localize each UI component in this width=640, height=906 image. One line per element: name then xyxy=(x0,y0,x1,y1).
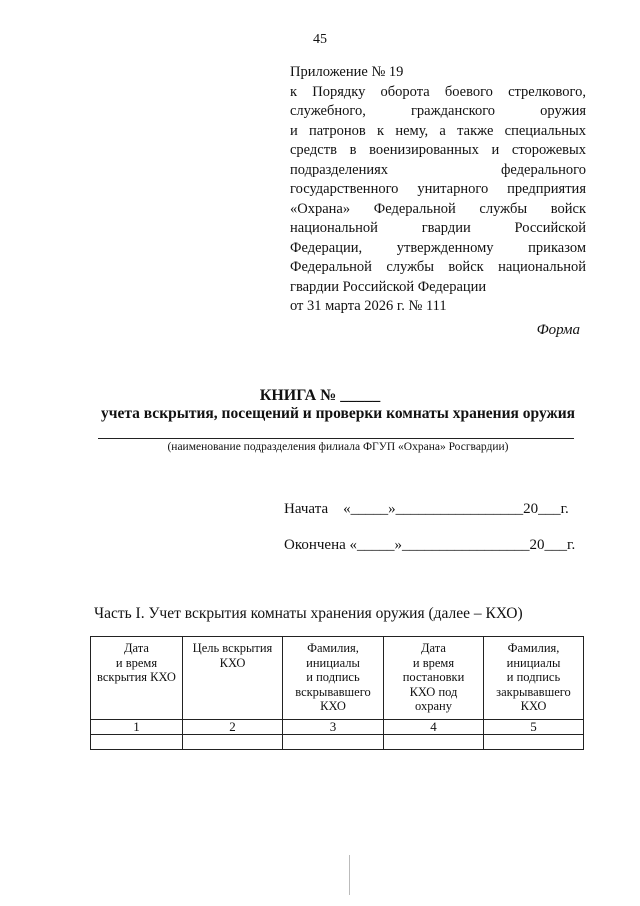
column-number-row xyxy=(91,720,584,735)
table-header-row xyxy=(91,637,584,720)
appendix-line: средств в военизированных и сторожевых xyxy=(290,142,586,158)
subdivision-name-caption: (наименование подразделения филиала ФГУП «Охрана» Росгвардии) xyxy=(167,441,509,453)
page-number: 45 xyxy=(313,32,327,47)
table-cell[interactable] xyxy=(384,735,484,750)
appendix-line: служебного, гражданского оружия xyxy=(290,103,586,119)
column-number: 2 xyxy=(183,720,283,735)
header-line: закрывавшего xyxy=(496,684,571,699)
appendix-line: государственного унитарного предприятия xyxy=(290,181,586,197)
ended-date-field[interactable]: Окончена «_____»_________________20___г. xyxy=(284,537,576,553)
header-line: и подпись xyxy=(506,670,561,684)
appendix-line: к Порядку оборота боевого стрелкового, xyxy=(290,83,586,100)
column-header-guard-datetime xyxy=(384,637,484,720)
header-line: охрану xyxy=(415,699,452,713)
table-cell[interactable] xyxy=(283,735,384,750)
appendix-line: национальной гвардии Российской xyxy=(290,220,586,236)
header-line: КХО xyxy=(219,655,246,670)
column-header-opening-purpose xyxy=(183,637,283,720)
appendix-line: Приложение № 19 xyxy=(290,64,404,80)
started-date-field[interactable]: Начата «_____»_________________20___г. xyxy=(284,501,569,517)
header-line: и время xyxy=(115,655,158,670)
column-header-closer-signature xyxy=(484,637,584,720)
appendix-line: Федерации, утвержденному приказом xyxy=(290,239,586,256)
form-label: Форма xyxy=(536,322,580,338)
table-row[interactable] xyxy=(91,735,584,750)
appendix-line: гвардии Российской Федерации xyxy=(290,278,487,295)
header-line: и время xyxy=(412,655,455,670)
column-number: 1 xyxy=(91,720,183,735)
table-cell[interactable] xyxy=(91,735,183,750)
column-number: 3 xyxy=(283,720,384,735)
book-subtitle: учета вскрытия, посещений и проверки комнаты хранения оружия xyxy=(100,405,576,422)
book-title: КНИГА № _____ xyxy=(259,387,381,404)
table-cell[interactable] xyxy=(484,735,584,750)
appendix-line: от 31 марта 2026 г. № 111 xyxy=(290,298,447,314)
header-line: постановки xyxy=(402,670,465,684)
table-cell[interactable] xyxy=(183,735,283,750)
appendix-line: Федеральной службы войск национальной xyxy=(290,259,586,275)
appendix-line: «Охрана» Федеральной службы войск xyxy=(290,200,586,217)
header-line: и подпись xyxy=(306,670,360,684)
column-header-opener-signature xyxy=(283,637,384,720)
header-line: Дата xyxy=(421,641,446,655)
column-number: 5 xyxy=(484,720,584,735)
header-line: вскрывавшего xyxy=(295,684,371,699)
header-line: инициалы xyxy=(506,655,561,670)
part1-title: Часть I. Учет вскрытия комнаты хранения оружия (далее – КХО) xyxy=(94,605,523,622)
header-line: КХО xyxy=(520,699,547,713)
column-header-opening-datetime xyxy=(91,637,183,720)
header-line: КХО xyxy=(320,699,346,713)
appendix-line: подразделениях федерального xyxy=(290,161,586,178)
appendix-line: и патронов к нему, а также специальных xyxy=(290,122,586,139)
header-line: инициалы xyxy=(306,655,360,670)
column-number: 4 xyxy=(384,720,484,735)
kxo-opening-table xyxy=(90,636,584,750)
subdivision-name-line[interactable] xyxy=(98,438,574,439)
header-line: вскрытия КХО xyxy=(97,670,176,684)
scan-artifact-line xyxy=(349,855,350,895)
header-line: Фамилия, xyxy=(307,641,359,655)
header-line: Дата xyxy=(124,641,149,655)
header-line: Фамилия, xyxy=(507,641,560,655)
appendix-header xyxy=(290,63,586,317)
header-line: Цель вскрытия xyxy=(192,641,273,655)
header-line: КХО под xyxy=(409,684,458,699)
